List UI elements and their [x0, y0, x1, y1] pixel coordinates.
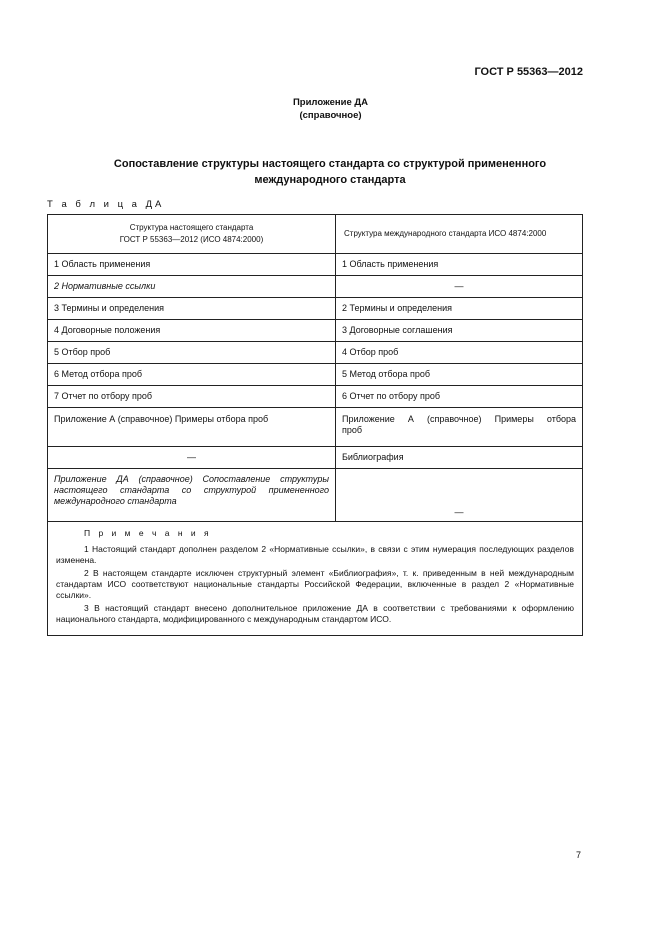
comparison-table — [47, 214, 583, 636]
table-row — [48, 469, 583, 522]
table-row — [48, 276, 583, 298]
header-left-cell — [48, 215, 336, 254]
cell-right — [336, 408, 583, 447]
cell-right: 3 Договорные соглашения — [336, 320, 583, 342]
cell-right: 5 Метод отбора проб — [336, 364, 583, 386]
cell-right: 4 Отбор проб — [336, 342, 583, 364]
table-row — [48, 408, 583, 447]
cell-left: Приложение ДА (справочное) Сопоставление структуры настоящего стандарта со структурой примененного международного стандарта — [48, 469, 336, 522]
table-row — [48, 298, 583, 320]
cell-right-line1: Приложение А (справочное) Примеры отбора — [342, 414, 576, 424]
document-title — [60, 156, 600, 188]
cell-right: Библиография — [336, 447, 583, 469]
notes-cell — [48, 522, 583, 636]
cell-left: 1 Область применения — [48, 254, 336, 276]
document-title-line1: Сопоставление структуры настоящего стандарта со структурой примененного — [113, 158, 547, 170]
cell-right: 2 Термины и определения — [336, 298, 583, 320]
cell-right: — — [336, 469, 583, 522]
cell-right-line2: проб — [342, 425, 363, 435]
cell-left: 4 Договорные положения — [48, 320, 336, 342]
header-left-line2: ГОСТ Р 55363—2012 (ИСО 4874:2000) — [119, 235, 264, 244]
note-item: 1 Настоящий стандарт дополнен разделом 2 «Нормативные ссылки», в связи с этим нумерация последующих разделов изменена. — [56, 544, 574, 565]
table-row — [48, 254, 583, 276]
table-row — [48, 386, 583, 408]
notes-title: П р и м е ч а н и я — [84, 528, 212, 538]
document-title-line2: международного стандарта — [254, 174, 406, 186]
table-header-row — [48, 215, 583, 254]
annex-title: Приложение ДА — [292, 97, 369, 108]
cell-right: 6 Отчет по отбору проб — [336, 386, 583, 408]
cell-left: Приложение А (справочное) Примеры отбора проб — [48, 408, 336, 447]
table-row — [48, 447, 583, 469]
cell-left: 2 Нормативные ссылки — [48, 276, 336, 298]
notes-row — [48, 522, 583, 636]
note-item: 3 В настоящий стандарт внесено дополнительное приложение ДА в соответствии с требованиями к оформлению национального стандарта, модифицированного с международным стандартом ИСО. — [56, 603, 574, 624]
cell-left: — — [48, 447, 336, 469]
table-row — [48, 342, 583, 364]
cell-right: 1 Область применения — [336, 254, 583, 276]
cell-left: 3 Термины и определения — [48, 298, 336, 320]
note-item: 2 В настоящем стандарте исключен структурный элемент «Библиография», т. к. приведенным в ней международным стандартам ИСО соответствуют национальные стандарты Российской Федерации, включенные в раздел 2 «Нормативные ссылки». — [56, 568, 574, 600]
table-row — [48, 320, 583, 342]
table-label: Т а б л и ц а ДА — [47, 199, 165, 210]
cell-left: 7 Отчет по отбору проб — [48, 386, 336, 408]
page-number: 7 — [575, 850, 581, 860]
table-row — [48, 364, 583, 386]
cell-left: 5 Отбор проб — [48, 342, 336, 364]
cell-right: — — [336, 276, 583, 298]
annex-heading — [0, 96, 661, 122]
header-left-line1: Структура настоящего стандарта — [129, 223, 254, 232]
header-right-cell: Структура международного стандарта ИСО 4874:2000 — [336, 215, 583, 254]
cell-left: 6 Метод отбора проб — [48, 364, 336, 386]
annex-subtitle: (справочное) — [299, 110, 362, 121]
document-code: ГОСТ Р 55363—2012 — [474, 66, 583, 78]
